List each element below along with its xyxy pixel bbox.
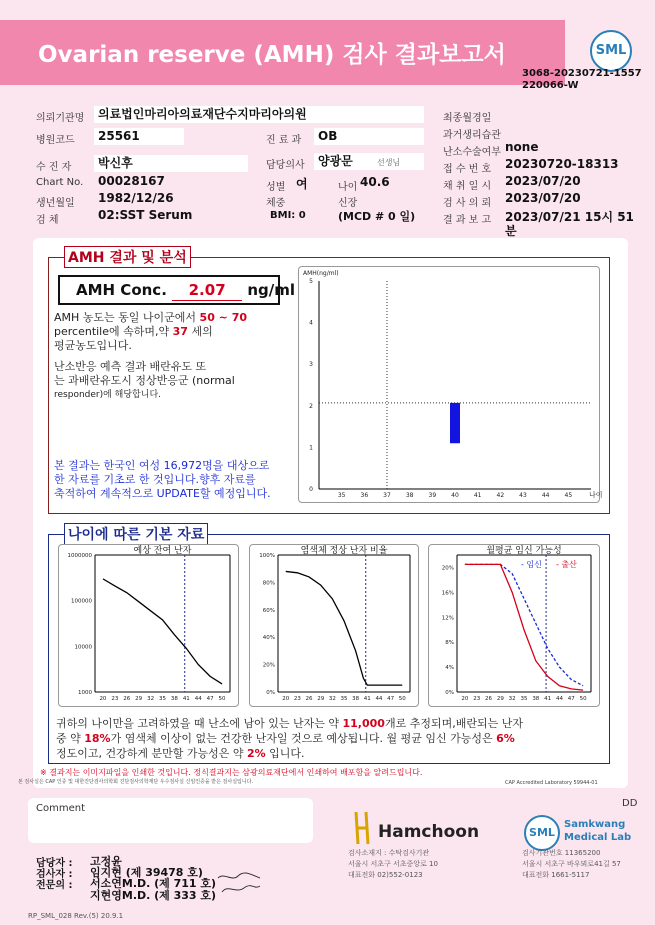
x-tick-label: 38 [532, 696, 540, 702]
x-tick-label: 35 [337, 492, 346, 499]
x-tick-label: 37 [383, 492, 391, 499]
x-tick-label: 20 [461, 696, 469, 702]
collected-value: 2023/07/20 [505, 174, 581, 188]
receipt-label: 접 수 번 호 [443, 164, 492, 175]
sex-label: 성별 [266, 182, 286, 193]
y-tick-label: 1000 [78, 690, 92, 696]
accreditation-note: 본 검사실은 CAP 인증 및 대한진단검사의학회 진단검사의학재단 우수검사실 신임인증을 받은 검사실입니다. [18, 779, 254, 785]
x-tick-label: 44 [555, 696, 563, 702]
normal-eggs-chart-box [249, 544, 419, 707]
y-tick-label: 20% [441, 565, 454, 572]
x-axis-label: 나이 [589, 491, 603, 499]
y-tick-label: 80% [262, 580, 275, 587]
x-tick-label: 50 [398, 696, 406, 702]
amh-value: 2.07 [172, 280, 242, 301]
image-print-note: ※ 결과지는 이미지파일을 인쇄한 것입니다. 정식결과지는 삼광의료재단에서 인쇄하여 배포함을 알려드립니다. [40, 768, 423, 777]
sml-line-3: 대표전화 1661-5117 [522, 871, 590, 879]
approver-name: 고정윤 [90, 855, 122, 868]
reported-label: 결 과 보 고 [443, 215, 492, 226]
sml-line-1: 검사기관번호 11365200 [522, 849, 601, 857]
x-tick-label: 20 [99, 696, 107, 702]
y-tick-label: 0% [445, 690, 454, 696]
report-title: Ovarian reserve (AMH) 검사 결과보고서 [38, 42, 506, 68]
y-tick-label: 1 [309, 444, 313, 452]
y-tick-label: 4% [445, 665, 454, 672]
department-value: OB [314, 128, 424, 145]
institution-value: 의료법인마리아의료재단수지마리아의원 [94, 106, 424, 123]
chart-title: 월평균 임신 가능성 [486, 546, 562, 556]
data-basis-text: 본 결과는 한국인 여성 16,972명을 대상으로 한 자료를 기초로 한 것입니다.향후 자료를 축적하여 계속적으로 UPDATE할 예정입니다. [54, 459, 271, 500]
ovarian-surgery-value: none [505, 140, 539, 154]
x-tick-label: 50 [218, 696, 226, 702]
series-line-출산 [465, 564, 583, 690]
signature-image [214, 868, 264, 898]
x-tick-label: 29 [496, 696, 504, 702]
specimen-label: 검 체 [36, 215, 59, 226]
x-tick-label: 40 [451, 492, 459, 499]
series-line-main [103, 579, 222, 684]
series-line-main [286, 571, 402, 685]
sml-footer-logo: SML [524, 815, 560, 851]
y-tick-label: 10000 [74, 644, 92, 651]
amh-section-title: AMH 결과 및 분석 [64, 246, 191, 268]
x-tick-label: 23 [111, 696, 119, 702]
y-tick-label: 8% [445, 640, 454, 647]
remaining-eggs-chart-box [58, 544, 239, 707]
sml-logo: SML [590, 30, 632, 72]
x-tick-label: 39 [428, 492, 437, 499]
report-number: 3068-20230721-1557 220066-W [522, 68, 642, 91]
x-tick-label: 38 [170, 696, 178, 702]
dob-value: 1982/12/26 [98, 191, 174, 205]
examiner-label: 검사자 : [36, 869, 73, 880]
sml-line-2: 서울시 서초구 바우뫼로41길 57 [522, 860, 621, 868]
y-tick-label: 0% [266, 690, 275, 696]
patient-label: 수 진 자 [36, 162, 72, 173]
x-tick-label: 26 [123, 696, 131, 702]
basic-section-title: 나이에 따른 기본 자료 [64, 523, 208, 545]
chart-title: 예상 잔여 난자 [133, 546, 192, 556]
weight-label: 체중 [266, 198, 286, 209]
form-number: RP_SML_028 Rev.(5) 20.9.1 [28, 912, 124, 920]
y-tick-label: 100% [259, 553, 275, 559]
x-tick-label: 44 [541, 492, 550, 499]
x-tick-label: 41 [473, 492, 482, 499]
hamchoon-line-1: 검사소재지 : 수탁검사기관 [348, 849, 430, 857]
y-tick-label: 40% [262, 635, 275, 642]
last-menses-label: 최종월경일 [443, 113, 492, 124]
y-tick-label: 100000 [71, 598, 92, 605]
mcd-value: (MCD # 0 일) [338, 210, 416, 223]
height-label: 신장 [338, 198, 358, 209]
comment-label: Comment [36, 803, 85, 814]
chart-title: 염색체 정상 난자 비율 [300, 546, 388, 556]
x-tick-label: 29 [135, 696, 143, 702]
y-tick-label: 12% [441, 615, 454, 622]
reported-value-2: 분 [505, 224, 517, 238]
hamchoon-logo: Hamchoon [378, 822, 480, 842]
past-history-label: 과거생리습관 [443, 130, 501, 141]
institution-label: 의뢰기관명 [36, 113, 85, 124]
dob-label: 생년월일 [36, 198, 75, 209]
amh-bar [450, 403, 460, 443]
x-tick-label: 26 [305, 696, 313, 702]
examiner-name: 임지현 (제 39478 호) [90, 866, 203, 879]
x-tick-label: 32 [147, 696, 155, 702]
x-tick-label: 47 [567, 696, 575, 702]
amh-conc-box: AMH Conc. 2.07 ng/ml [58, 275, 280, 305]
x-tick-label: 26 [485, 696, 493, 702]
responder-text: 난소반응 예측 결과 배란유도 또 는 과배란유도시 정상반응군 (normal responder)에 해당합니다. [54, 360, 235, 400]
y-tick-label: 16% [441, 590, 454, 597]
basic-summary-text: 귀하의 나이만을 고려하였을 때 난소에 남아 있는 난자는 약 11,000개로 추정되며,배란되는 난자 중 약 18%가 염색체 이상이 없는 건강한 난자일 것으로 예상됩니다. 월 평균 임신 가능성은 6% 정도이고, 건강하게 분만할 가능성은 약 2% 입니다. [56, 717, 523, 760]
amh-chart-box [298, 266, 603, 503]
specimen-value: 02:SST Serum [98, 208, 193, 222]
x-tick-label: 47 [206, 696, 214, 702]
x-tick-label: 41 [182, 696, 190, 702]
doctor-label: 담당의사 [266, 160, 305, 171]
x-tick-label: 35 [159, 696, 166, 702]
x-tick-label: 36 [360, 492, 369, 499]
pregnancy-chart [429, 545, 601, 708]
normal-eggs-chart [250, 545, 420, 708]
hospital-code-label: 병원코드 [36, 135, 75, 146]
y-tick-label: 20% [262, 662, 275, 669]
y-tick-label: 5 [309, 278, 313, 285]
x-tick-label: 43 [519, 492, 527, 499]
hamchoon-line-3: 대표전화 02)552-0123 [348, 871, 423, 879]
chart-no-value: 00028167 [98, 174, 165, 188]
hamchoon-logo-icon [352, 810, 374, 846]
x-tick-label: 42 [496, 492, 505, 499]
y-tick-label: 2 [309, 402, 313, 410]
y-tick-label: 60% [262, 607, 275, 614]
ovarian-surgery-label: 난소수술여부 [443, 147, 501, 158]
x-tick-label: 32 [508, 696, 516, 702]
sex-value: 여 [296, 177, 308, 191]
dd-mark: DD [622, 798, 638, 809]
y-axis-label: AMH(ng/ml) [303, 270, 339, 277]
requested-label: 검 사 의 뢰 [443, 198, 492, 209]
collected-label: 채 취 일 시 [443, 181, 492, 192]
cap-note: CAP Accredited Laboratory 59944-01 [505, 780, 598, 786]
x-tick-label: 50 [579, 696, 587, 702]
chart-no-label: Chart No. [36, 177, 84, 188]
x-tick-label: 47 [387, 696, 395, 702]
y-tick-label: 4 [309, 319, 313, 327]
pregnancy-chart-box [428, 544, 600, 707]
bmi-value: BMI: 0 [270, 210, 306, 221]
amh-age-chart [299, 267, 601, 504]
x-tick-label: 38 [405, 492, 414, 499]
age-label: 나이 [338, 182, 358, 193]
x-tick-label: 38 [352, 696, 360, 702]
x-tick-label: 29 [317, 696, 325, 702]
legend-birth: - 출산 [556, 560, 577, 569]
x-tick-label: 45 [564, 492, 573, 499]
x-tick-label: 20 [282, 696, 290, 702]
y-tick-label: 3 [309, 361, 313, 369]
x-tick-label: 23 [473, 696, 481, 702]
series-line-임신 [465, 564, 583, 685]
legend-pregnancy: - 임신 [521, 560, 542, 569]
patient-name: 박신후 [94, 155, 248, 172]
x-tick-label: 44 [375, 696, 383, 702]
department-label: 진 료 과 [266, 135, 302, 146]
x-tick-label: 23 [293, 696, 301, 702]
x-tick-label: 32 [328, 696, 336, 702]
x-tick-label: 35 [520, 696, 528, 702]
hamchoon-line-2: 서울시 서초구 서초중앙로 10 [348, 860, 438, 868]
x-tick-label: 41 [544, 696, 552, 702]
receipt-value: 20230720-18313 [505, 157, 619, 171]
remaining-eggs-chart [59, 545, 240, 708]
sml-footer-name: Samkwang Medical Lab [564, 819, 632, 843]
requested-value: 2023/07/20 [505, 191, 581, 205]
hospital-code-value: 25561 [94, 128, 184, 145]
approver-label: 담당자 : [36, 858, 73, 869]
x-tick-label: 35 [340, 696, 348, 702]
doctor-value: 양광문 선생님 [314, 153, 424, 170]
specialist-1: 서소연M.D. (제 711 호) [90, 877, 217, 890]
y-tick-label: 0 [309, 486, 313, 493]
age-value: 40.6 [360, 175, 390, 189]
x-tick-label: 44 [194, 696, 202, 702]
percentile-text: AMH 농도는 동일 나이군에서 50 ~ 70 percentile에 속하며,약 37 세의 평균농도입니다. [54, 311, 248, 352]
y-tick-label: 1000000 [67, 553, 92, 559]
specialist-2: 지현영M.D. (제 333 호) [90, 889, 217, 902]
x-tick-label: 41 [363, 696, 371, 702]
specialist-label: 전문의 : [36, 880, 73, 891]
reported-value: 2023/07/21 15시 51 [505, 210, 634, 224]
